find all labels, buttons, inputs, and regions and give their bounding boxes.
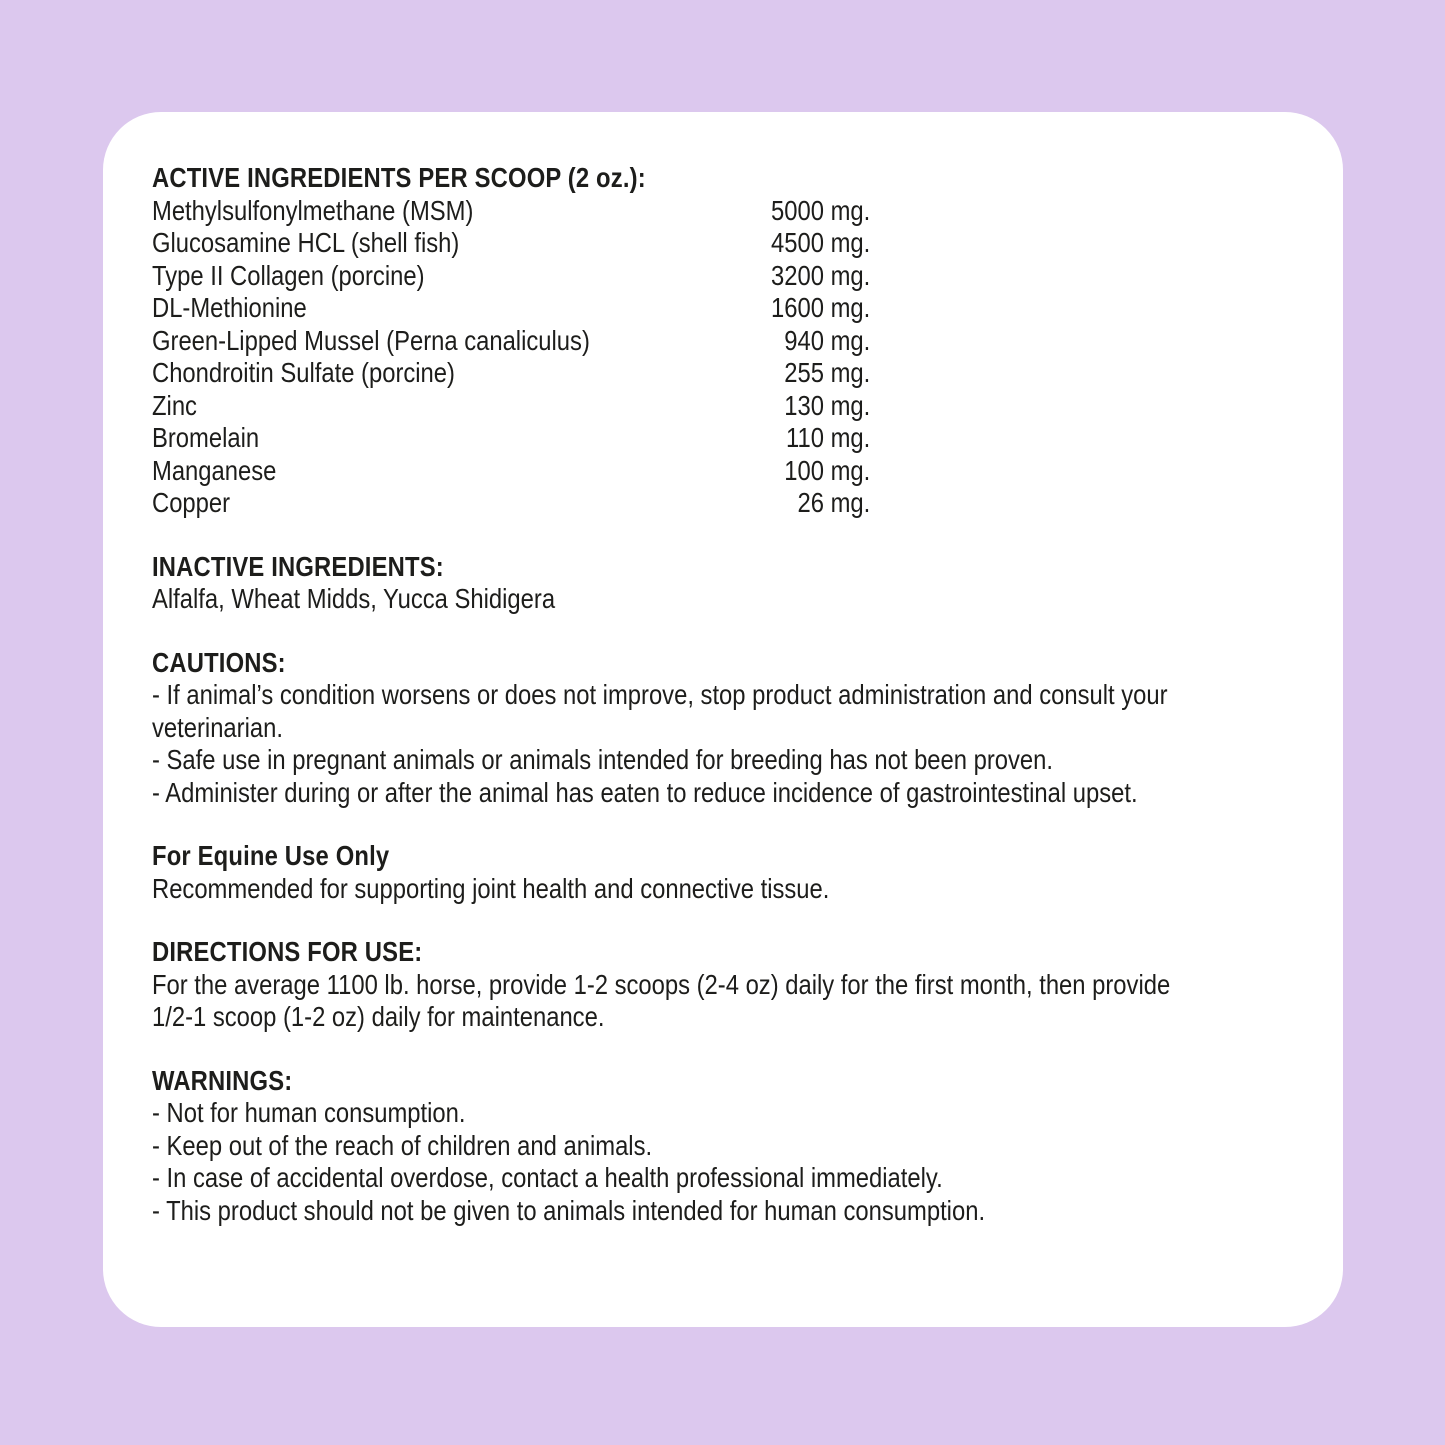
ingredient-name: Chondroitin Sulfate (porcine) [152,357,455,388]
label-card [103,112,1343,1327]
table-row [152,195,870,228]
label-content [152,162,1295,1227]
active-ingredients-heading: ACTIVE INGREDIENTS PER SCOOP (2 oz.): [152,162,646,193]
directions-heading: DIRECTIONS FOR USE: [152,936,423,967]
ingredient-name: DL-Methionine [152,292,307,323]
ingredient-amount: 110 mg. [786,422,871,453]
table-row [152,357,870,390]
caution-line: - Safe use in pregnant animals or animals intended for breeding has not been proven. [152,744,1054,775]
warning-line: - In case of accidental overdose, contact a health professional immediately. [152,1162,943,1193]
ingredient-name: Zinc [152,389,197,421]
ingredient-name: Copper [152,487,231,518]
section-cautions [152,647,1295,810]
ingredient-name: Glucosamine HCL (shell fish) [152,227,460,258]
table-row [152,422,870,455]
ingredient-amount: 130 mg. [784,389,871,421]
directions-line: For the average 1100 lb. horse, provide 1-2 scoops (2-4 oz) daily for the first month, then provide [152,968,1171,1000]
equine-use-heading: For Equine Use Only [152,840,390,871]
section-warnings [152,1065,1295,1228]
table-row [152,292,870,325]
table-row [152,260,870,293]
ingredient-amount: 26 mg. [797,487,871,518]
ingredient-name: Bromelain [152,422,260,453]
active-ingredients-table [152,195,870,520]
warning-line: - Not for human consumption. [152,1097,466,1128]
ingredient-amount: 940 mg. [784,324,871,356]
section-directions [152,936,1295,1034]
table-row [152,455,870,488]
inactive-ingredients-heading: INACTIVE INGREDIENTS: [152,550,444,582]
directions-line: 1/2-1 scoop (1-2 oz) daily for maintenance. [152,1001,605,1032]
caution-line: - Administer during or after the animal has eaten to reduce incidence of gastrointestinal upset. [152,776,1138,808]
warnings-heading: WARNINGS: [152,1064,293,1096]
ingredient-amount: 255 mg. [784,357,871,388]
caution-line: - If animal’s condition worsens or does not improve, stop product administration and consult your [152,679,1168,710]
table-row [152,227,870,260]
table-row [152,325,870,358]
warning-line: - Keep out of the reach of children and animals. [152,1129,653,1161]
section-inactive-ingredients [152,551,1295,616]
ingredient-amount: 3200 mg. [771,259,871,291]
section-equine-use [152,840,1295,905]
table-row [152,390,870,423]
caution-line: veterinarian. [152,711,283,743]
equine-use-text: Recommended for supporting joint health and connective tissue. [152,872,830,904]
inactive-ingredients-text: Alfalfa, Wheat Midds, Yucca Shidigera [152,583,556,614]
ingredient-name: Green-Lipped Mussel (Perna canaliculus) [152,324,590,356]
ingredient-amount: 1600 mg. [771,292,871,323]
ingredient-name: Manganese [152,454,277,486]
table-row [152,487,870,520]
section-active-ingredients [152,162,1295,520]
ingredient-amount: 4500 mg. [771,227,871,258]
warning-line: - This product should not be given to animals intended for human consumption. [152,1194,986,1226]
ingredient-amount: 5000 mg. [771,194,871,226]
ingredient-amount: 100 mg. [784,454,871,486]
cautions-heading: CAUTIONS: [152,646,286,678]
ingredient-name: Type II Collagen (porcine) [152,259,425,291]
ingredient-name: Methylsulfonylmethane (MSM) [152,194,474,226]
